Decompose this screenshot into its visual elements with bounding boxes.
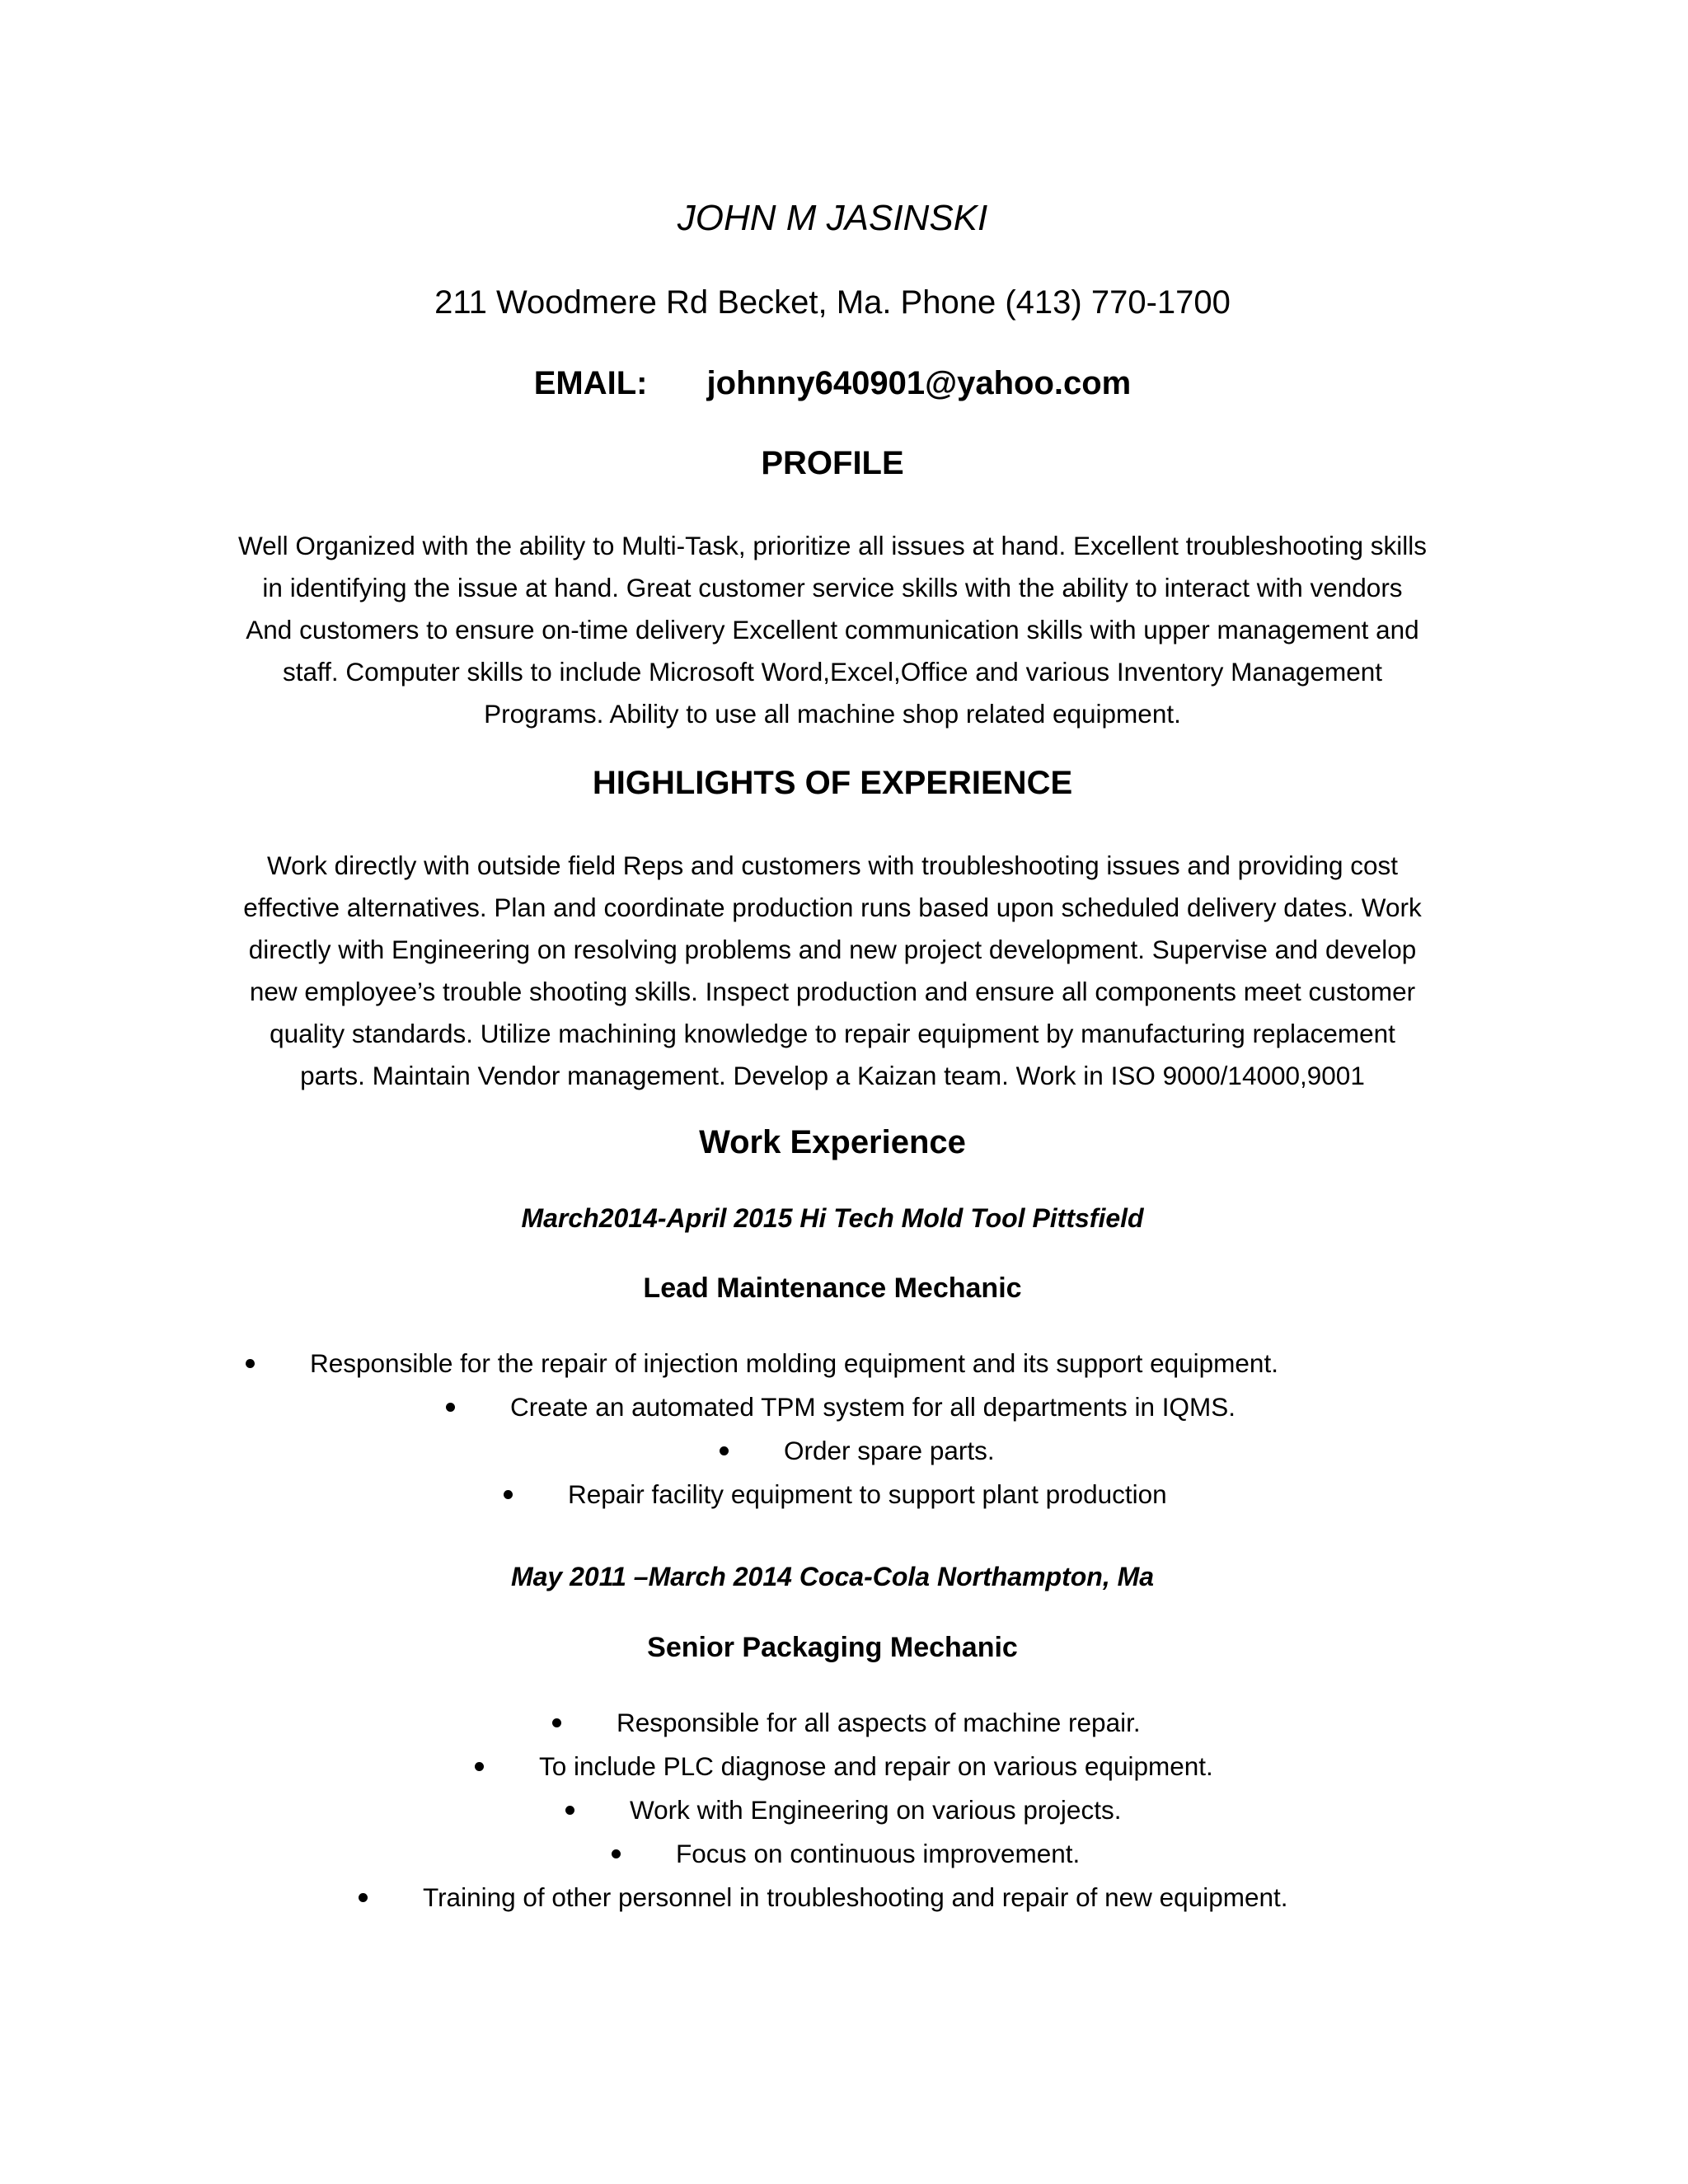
bullet-icon xyxy=(720,1446,729,1455)
email-row xyxy=(0,365,1665,402)
work-experience-heading: Work Experience xyxy=(699,1124,966,1160)
job-title: Senior Packaging Mechanic xyxy=(647,1632,1018,1663)
bullet-icon xyxy=(612,1849,621,1858)
contact-address: 211 Woodmere Rd Becket, Ma. Phone (413) 770-1700 xyxy=(434,284,1231,321)
bullet-icon xyxy=(246,1359,255,1368)
highlights-line: new employee’s trouble shooting skills. Inspect production and ensure all components meet customer xyxy=(249,977,1416,1006)
email-address: johnny640901@yahoo.com xyxy=(706,365,1132,401)
bullet-icon xyxy=(359,1893,368,1902)
resume-page: JOHN M JASINSKI 211 Woodmere Rd Becket, Ma. Phone (413) 770-1700 EMAIL: johnny640901@yahoo.com PROFILE Well Organized with the ability to Multi-Task, prioritize all issues at hand. Excellent troubleshooting skills in identifying the issue at hand. Great customer service skills with the ability to interact with vendors And customers to ensure on-time delivery Excellent communication skills with upper management and staff. Computer skills to include Microsoft Word,Excel,Office and various Inventory Management Programs. Ability to use all machine shop related equipment. HIGHLIGHTS OF EXPERIENCE Work directly with outside field Reps and customers with troubleshooting issues and providing cost effective alternatives. Plan and coordinate production runs based upon scheduled delivery dates. Work directly with Engineering on resolving problems and new project development. Supervise and develop new employee’s trouble shooting skills. Inspect production and ensure all components meet customer quality standards. Utilize machining knowledge to repair equipment by manufacturing replacement parts. Maintain Vendor management. Develop a Kaizan team. Work in ISO 9000/14000,9001 Work Experience March2014-April 2015 Hi Tech Mold Tool Pittsfield Lead Maintenance Mechanic Responsible for the repair of injection molding equipment and its support equipment. Create an automated TPM system for all departments in IQMS. Order spare parts. Repair facility equipment to support plant production May 2011 –March 2014 Coca-Cola Northampton, Ma Senior Packaging Mechanic Responsible for all aspects of machine repair. To include PLC diagnose and repair on various equipment. Work with Engineering on various projects. Focus on continuous improvement. Training of other personnel in troubleshooting and repair of new equipment. xyxy=(0,0,1688,2184)
profile-line: Programs. Ability to use all machine shop related equipment. xyxy=(484,699,1181,729)
bullet-icon xyxy=(565,1806,574,1815)
highlights-heading: HIGHLIGHTS OF EXPERIENCE xyxy=(592,765,1073,801)
job-dates-employer: May 2011 –March 2014 Coca-Cola Northampton, Ma xyxy=(510,1562,1155,1591)
profile-line: Well Organized with the ability to Multi-Task, prioritize all issues at hand. Excellent troubleshooting skills xyxy=(237,531,1428,560)
bullet-icon xyxy=(504,1490,513,1499)
profile-line: staff. Computer skills to include Microsoft Word,Excel,Office and various Inventory Management xyxy=(282,657,1383,687)
highlights-line: effective alternatives. Plan and coordinate production runs based upon scheduled delivery dates. Work xyxy=(243,893,1422,922)
bullet-icon xyxy=(446,1403,455,1412)
highlights-line: parts. Maintain Vendor management. Develop a Kaizan team. Work in ISO 9000/14000,9001 xyxy=(300,1061,1365,1090)
bullet-icon xyxy=(552,1718,561,1727)
profile-heading: PROFILE xyxy=(761,445,904,481)
email-label: EMAIL: xyxy=(533,365,648,401)
profile-line: And customers to ensure on-time delivery Excellent communication skills with upper management and xyxy=(246,615,1419,644)
highlights-line: Work directly with outside field Reps and customers with troubleshooting issues and providing cost xyxy=(266,851,1399,880)
profile-paragraph xyxy=(181,525,1484,735)
highlights-paragraph xyxy=(181,845,1484,1097)
bullet-icon xyxy=(475,1762,484,1771)
profile-line: in identifying the issue at hand. Great customer service skills with the ability to interact with vendors xyxy=(262,573,1403,602)
highlights-line: directly with Engineering on resolving problems and new project development. Supervise and develop xyxy=(248,935,1417,964)
highlights-line: quality standards. Utilize machining knowledge to repair equipment by manufacturing replacement xyxy=(270,1019,1395,1048)
applicant-name: JOHN M JASINSKI xyxy=(677,198,988,238)
job-title: Lead Maintenance Mechanic xyxy=(643,1272,1022,1304)
job-dates-employer: March2014-April 2015 Hi Tech Mold Tool Pittsfield xyxy=(521,1203,1144,1233)
